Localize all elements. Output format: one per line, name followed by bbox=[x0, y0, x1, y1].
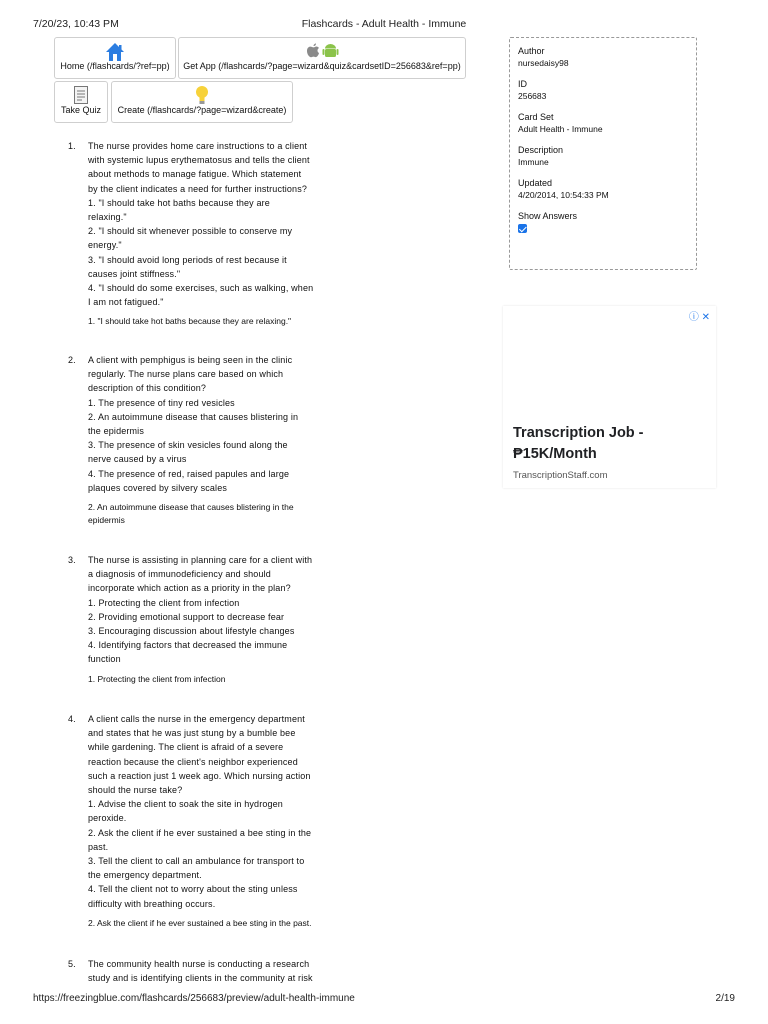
question-line: and states that he was just stung by a bumble bee bbox=[88, 728, 296, 739]
answer-text: 2. An autoimmune disease that causes blistering in the epidermis bbox=[88, 502, 294, 526]
lightbulb-icon bbox=[195, 85, 209, 105]
print-title: Flashcards - Adult Health - Immune bbox=[301, 18, 467, 30]
question-line: description of this condition? bbox=[88, 383, 207, 394]
question-line: 3. Tell the client to call an ambulance for transport to bbox=[88, 856, 305, 867]
ad-info-close-icon[interactable]: ⓘ ✕ bbox=[688, 312, 710, 323]
print-datetime: 7/20/23, 10:43 PM bbox=[33, 18, 119, 30]
question-line: 2. "I should sit whenever possible to conserve my bbox=[88, 226, 293, 237]
question-line: 4. Tell the client not to worry about the sting unless bbox=[88, 884, 298, 895]
id-value: 256683 bbox=[518, 91, 547, 101]
question-line: 4. "I should do some exercises, such as walking, when bbox=[88, 283, 314, 294]
updated-label: Updated bbox=[518, 178, 553, 188]
question-line: while gardening. The client is afraid of a severe bbox=[88, 742, 284, 753]
question-line: study and is identifying clients in the community at risk bbox=[88, 973, 313, 984]
question-number: 5. bbox=[68, 959, 76, 969]
question-line: I am not fatigued." bbox=[88, 297, 164, 308]
question-line: 3. "I should avoid long periods of rest because it bbox=[88, 254, 287, 265]
take-quiz-button[interactable] bbox=[54, 81, 108, 123]
question-line: about methods to manage fatigue. Which statement bbox=[88, 169, 302, 180]
question-line: by the client indicates a need for further instructions? bbox=[88, 183, 308, 194]
question-line: 1. The presence of tiny red vesicles bbox=[88, 397, 235, 408]
question-line: function bbox=[88, 654, 121, 665]
take-quiz-button-label: Take Quiz bbox=[60, 105, 102, 115]
question-card-2 bbox=[68, 353, 330, 527]
question-line: 4. Identifying factors that decreased the immune bbox=[88, 640, 288, 651]
question-card-5 bbox=[68, 957, 313, 985]
question-line: The nurse is assisting in planning care for a client with bbox=[88, 555, 313, 565]
ad-title[interactable]: Transcription Job - ₱15K/Month bbox=[513, 425, 644, 462]
get-app-button-label: Get App (/flashcards/?page=wizard&quiz&cardsetID=256683&ref=pp) bbox=[183, 61, 461, 71]
question-line: difficulty with breathing occurs. bbox=[88, 898, 216, 909]
description-label: Description bbox=[518, 145, 564, 155]
question-line: reaction because the client's neighbor experienced bbox=[88, 756, 298, 767]
answer-text: 1. Protecting the client from infection bbox=[88, 673, 226, 684]
advertisement[interactable] bbox=[503, 306, 716, 488]
print-page-number: 2/19 bbox=[715, 993, 735, 1004]
question-line: 1. Protecting the client from infection bbox=[88, 597, 240, 608]
question-line: 2. Providing emotional support to decrease fear bbox=[88, 611, 285, 622]
question-number: 2. bbox=[68, 355, 76, 365]
question-line: regularly. The nurse plans care based on which bbox=[88, 369, 284, 380]
question-line: relaxing." bbox=[88, 212, 127, 223]
question-line: should the nurse take? bbox=[88, 785, 183, 796]
question-line: 1. "I should take hot baths because they are bbox=[88, 197, 270, 208]
question-card-4 bbox=[68, 712, 312, 930]
show-answers-checkbox[interactable] bbox=[518, 224, 527, 233]
apple-android-icon bbox=[305, 43, 339, 59]
question-line: 3. The presence of skin vesicles found along the bbox=[88, 440, 288, 451]
id-label: ID bbox=[518, 79, 527, 89]
question-line: causes joint stiffness." bbox=[88, 268, 181, 279]
question-line: The community health nurse is conducting a research bbox=[88, 959, 310, 969]
question-line: 1. Advise the client to soak the site in hydrogen bbox=[88, 799, 283, 810]
question-line: the emergency department. bbox=[88, 870, 202, 881]
question-number: 4. bbox=[68, 714, 76, 724]
question-line: A client with pemphigus is being seen in the clinic bbox=[88, 355, 293, 365]
home-icon bbox=[105, 42, 125, 62]
question-number: 1. bbox=[68, 141, 76, 151]
question-line: 2. Ask the client if he ever sustained a bee sting in the bbox=[88, 827, 312, 838]
question-line: 3. Encouraging discussion about lifestyle changes bbox=[88, 626, 295, 637]
question-line: the epidermis bbox=[88, 426, 144, 437]
question-line: energy." bbox=[88, 240, 122, 251]
answer-text: 2. Ask the client if he ever sustained a bee sting in the past. bbox=[88, 917, 312, 928]
create-button-label: Create (/flashcards/?page=wizard&create) bbox=[117, 105, 287, 115]
question-card-1 bbox=[68, 139, 313, 328]
question-line: incorporate which action as a priority in the plan? bbox=[88, 583, 291, 594]
answer-text: 1. "I should take hot baths because they are relaxing." bbox=[88, 316, 292, 327]
quiz-document-icon bbox=[74, 86, 88, 104]
cardset-value: Adult Health - Immune bbox=[518, 124, 603, 134]
author-value: nursedaisy98 bbox=[518, 58, 569, 68]
home-button-label: Home (/flashcards/?ref=pp) bbox=[60, 61, 170, 71]
cardset-label: Card Set bbox=[518, 112, 554, 122]
home-button[interactable] bbox=[54, 37, 176, 79]
question-line: a diagnosis of immunodeficiency and should bbox=[88, 569, 271, 580]
question-line: with systemic lupus erythematosus and tells the client bbox=[88, 155, 310, 166]
question-line: past. bbox=[88, 841, 109, 852]
question-line: A client calls the nurse in the emergency department bbox=[88, 714, 305, 724]
updated-value: 4/20/2014, 10:54:33 PM bbox=[518, 190, 609, 200]
question-card-3 bbox=[68, 553, 312, 686]
print-url: https://freezingblue.com/flashcards/256683/preview/adult-health-immune bbox=[33, 993, 355, 1004]
question-line: 2. An autoimmune disease that causes blistering in bbox=[88, 411, 299, 422]
question-line: nerve caused by a virus bbox=[88, 454, 187, 465]
question-line: The nurse provides home care instructions to a client bbox=[88, 141, 308, 151]
question-line: peroxide. bbox=[88, 813, 127, 824]
get-app-button[interactable] bbox=[178, 37, 466, 79]
show-answers-label: Show Answers bbox=[518, 211, 578, 221]
ad-site[interactable]: TranscriptionStaff.com bbox=[513, 470, 608, 481]
question-line: such a reaction just 1 week ago. Which nursing action bbox=[88, 770, 311, 781]
question-line: 4. The presence of red, raised papules and large bbox=[88, 468, 290, 479]
question-line: plaques covered by silvery scales bbox=[88, 482, 228, 493]
description-value: Immune bbox=[518, 157, 549, 167]
author-label: Author bbox=[518, 46, 545, 56]
cardset-info-panel bbox=[509, 37, 697, 270]
create-button[interactable] bbox=[111, 81, 293, 123]
question-number: 3. bbox=[68, 555, 76, 565]
